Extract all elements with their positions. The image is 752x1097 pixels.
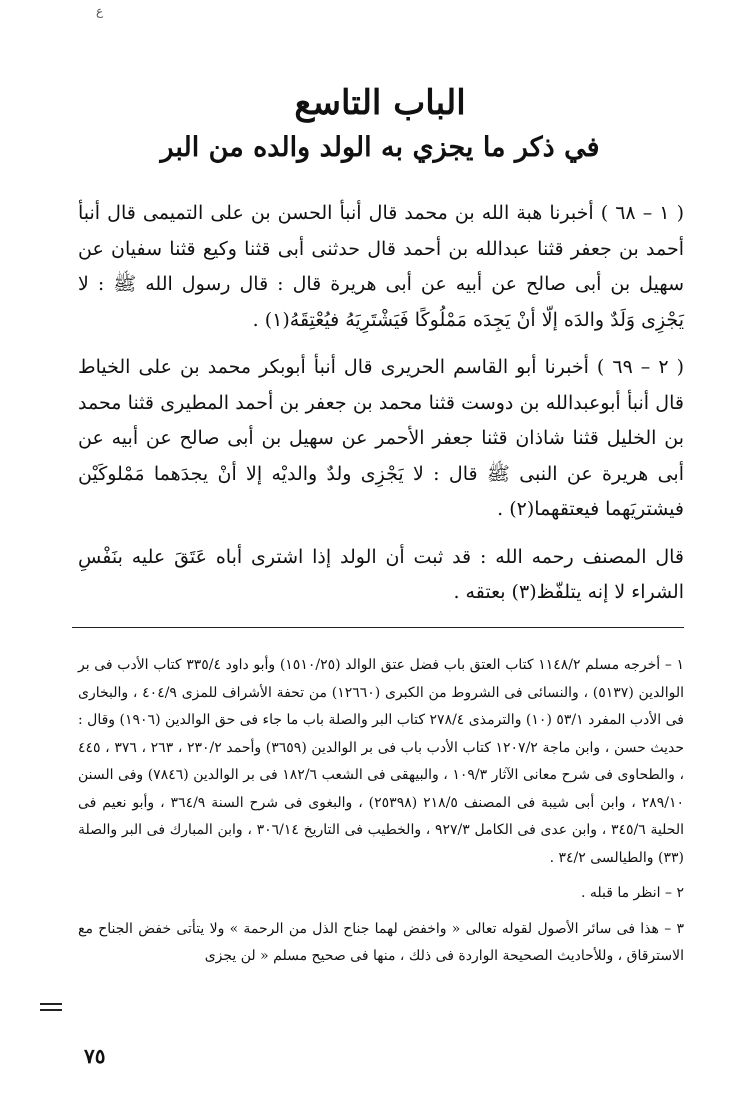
chapter-subtitle: في ذكر ما يجزي به الولد والده من البر <box>160 132 600 163</box>
top-margin-mark: ع <box>96 4 104 18</box>
chapter-heading <box>150 80 610 168</box>
hadith-paragraph-68: ( ١ – ٦٨ ) أخبرنا هبة الله بن محمد قال أنبأ الحسن بن على التميمى قال أنبأ أحمد بن جعفر قثنا عبدالله بن أحمد قال حدثنى أبى قثنا وكيع قثنا سفيان عن سهيل بن أبى صالح عن أبيه عن أبى هريرة قال : قال رسول الله ﷺ : لا يَجْزِى وَلَدٌ والدَه إلّا أنْ يَجِدَه مَمْلُوكًا فَيَشْتَرِيَهُ فيُعْتِقَهُ(١) . <box>78 202 684 331</box>
author-comment-paragraph: قال المصنف رحمه الله : قد ثبت أن الولد إذا اشترى أباه عَتَقَ عليه بنَفْسِ الشراء لا إنه يتلفّظ(٣) بعتقه . <box>78 545 684 603</box>
footnote-divider <box>72 627 684 628</box>
continuation-mark <box>40 1003 62 1011</box>
footnote-2: ٢ – انظر ما قبله . <box>580 885 684 901</box>
hadith-paragraph-69: ( ٢ – ٦٩ ) أخبرنا أبو القاسم الحريرى قال أنبأ أبوبكر محمد بن على الخياط قال أنبأ أبوعبدالله بن دوست قثنا محمد بن جعفر بن أحمد المطيرى قثنا محمد بن الخليل قثنا شاذان قثنا جعفر الأحمر عن سهيل بن أبى صالح عن أبيه عن أبى هريرة عن النبى ﷺ قال : لا يَجْزِى ولدٌ والديْه إلا أنْ يجدَهما مَمْلوكَيْن فيشتريَهما فيعتقهما(٢) . <box>78 356 684 520</box>
footnotes <box>78 652 684 979</box>
main-text <box>78 196 684 623</box>
footnote-3: ٣ – هذا فى سائر الأصول لقوله تعالى « واخفض لهما جناح الذل من الرحمة » ولا يتأتى خفض الجناح مع الاسترقاق ، وللأحاديث الصحيحة الواردة فى ذلك ، منها فى صحيح مسلم « لن يجزى <box>78 920 684 964</box>
footnote-1: ١ – أخرجه مسلم ١١٤٨/٢ كتاب العتق باب فضل عتق الوالد (١٥١٠/٢٥) وأبو داود ٣٣٥/٤ كتاب الأدب فى بر الوالدين (٥١٣٧) ، والنسائى فى الشروط من الكبرى (١٢٦٦٠) من تحفة الأشراف للمزى ٤٠٤/٩ ، والبخارى فى الأدب المفرد ٥٣/١ (١٠) والترمذى ٢٧٨/٤ كتاب البر والصلة باب ما جاء فى حق الوالدين (١٩٠٦) وقال : حديث حسن ، وابن ماجة ١٢٠٧/٢ كتاب الأدب باب فى بر الوالدين (٣٦٥٩) وأحمد ٢٣٠/٢ ، ٢٦٣ ، ٣٧٦ ، ٤٤٥ ، والطحاوى فى شرح معانى الآثار ١٠٩/٣ ، والبيهقى فى الشعب ١٨٢/٦ فى بر الوالدين (٧٨٤٦) وفى السنن ٢٨٩/١٠ ، وابن أبى شيبة فى المصنف ٢١٨/٥ (٢٥٣٩٨) ، والبغوى فى شرح السنة ٣٦٤/٩ ، وأبو نعيم فى الحلية ٣٤٥/٦ ، وابن عدى فى الكامل ٩٢٧/٣ ، والخطيب فى التاريخ ٣٠٦/١٤ ، وابن المبارك فى البر والصلة (٣٣) والطيالسى ٣٤/٢ . <box>78 657 685 866</box>
page-number: ٧٥ <box>84 1044 106 1068</box>
chapter-title: الباب التاسع <box>294 83 466 123</box>
